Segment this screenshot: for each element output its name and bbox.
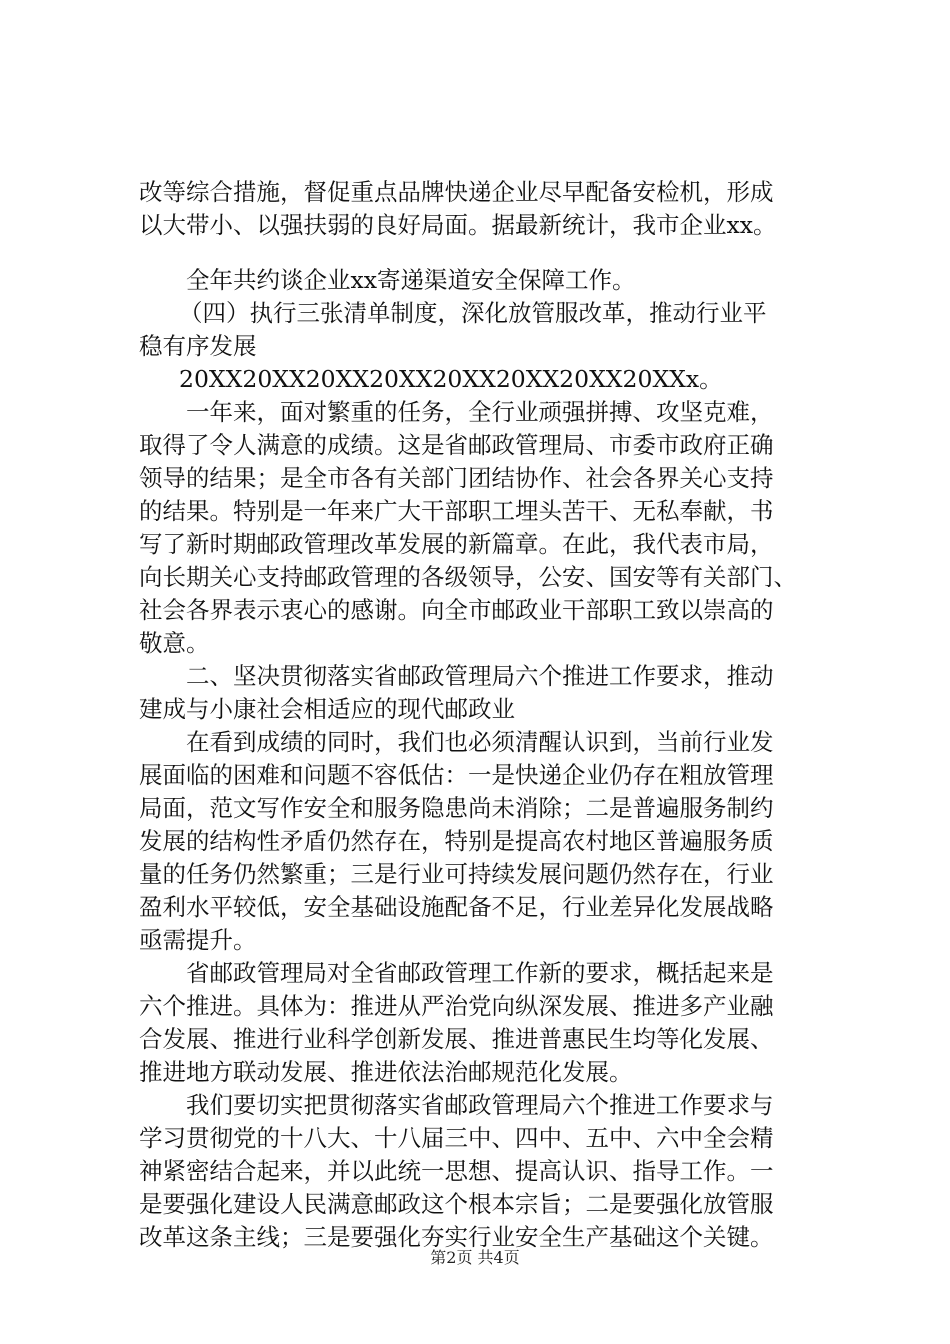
paragraph-gap (139, 242, 839, 264)
section-heading-line: （四）执行三张清单制度，深化放管服改革，推动行业平 (179, 299, 767, 327)
text-line: 一年来，面对繁重的任务，全行业顽强拼搏、攻坚克难， (186, 398, 774, 426)
page-footer (0, 1245, 950, 1268)
text-line: 神紧密结合起来，并以此统一思想、提高认识、指导工作。一 (139, 1157, 774, 1185)
section-heading-line: 稳有序发展 (139, 332, 257, 360)
text-line: 向长期关心支持邮政管理的各级领导，公安、国安等有关部门、 (139, 563, 797, 591)
text-line: 六个推进。具体为：推进从严治党向纵深发展、推进多产业融 (139, 992, 774, 1020)
text-line: 合发展、推进行业科学创新发展、推进普惠民生均等化发展、 (139, 1025, 774, 1053)
text-line: 局面，范文写作安全和服务隐患尚未消除；二是普遍服务制约 (139, 794, 774, 822)
text-line: 20XX20XX20XX20XX20XX20XX20XX20XXx。 (179, 365, 723, 393)
text-line: 改等综合措施，督促重点品牌快递企业尽早配备安检机，形成 (139, 178, 774, 206)
text-line: 是要强化建设人民满意邮政这个根本宗旨；二是要强化放管服 (139, 1190, 774, 1218)
text-line: 展面临的困难和问题不容低估：一是快递企业仍存在粗放管理 (139, 761, 774, 789)
text-line: 以大带小、以强扶弱的良好局面。据最新统计，我市企业xx。 (139, 211, 777, 239)
text-line: 敬意。 (139, 629, 210, 657)
text-line: 亟需提升。 (139, 926, 257, 954)
text-line: 全年共约谈企业xx寄递渠道安全保障工作。 (186, 266, 636, 294)
text-line: 的结果。特别是一年来广大干部职工埋头苦干、无私奉献，书 (139, 497, 774, 525)
section-heading-line: 建成与小康社会相适应的现代邮政业 (139, 695, 515, 723)
text-line: 领导的结果；是全市各有关部门团结协作、社会各界关心支持 (139, 464, 774, 492)
text-line: 在看到成绩的同时，我们也必须清醒认识到，当前行业发 (186, 728, 774, 756)
text-line: 发展的结构性矛盾仍然存在，特别是提高农村地区普遍服务质 (139, 827, 774, 855)
text-line: 量的任务仍然繁重；三是行业可持续发展问题仍然存在，行业 (139, 860, 774, 888)
text-line: 取得了令人满意的成绩。这是省邮政管理局、市委市政府正确 (139, 431, 774, 459)
text-line: 改革这条主线；三是要强化夯实行业安全生产基础这个关键。 (139, 1223, 774, 1251)
text-line: 学习贯彻党的十八大、十八届三中、四中、五中、六中全会精 (139, 1124, 774, 1152)
text-line: 推进地方联动发展、推进依法治邮规范化发展。 (139, 1058, 633, 1086)
text-line: 省邮政管理局对全省邮政管理工作新的要求，概括起来是 (186, 959, 774, 987)
text-line: 社会各界表示衷心的感谢。向全市邮政业干部职工致以崇高的 (139, 596, 774, 624)
text-line: 我们要切实把贯彻落实省邮政管理局六个推进工作要求与 (186, 1091, 774, 1119)
text-line: 写了新时期邮政管理改革发展的新篇章。在此，我代表市局， (139, 530, 774, 558)
text-line: 盈利水平较低，安全基础设施配备不足，行业差异化发展战略 (139, 893, 774, 921)
document-body (139, 176, 839, 1254)
section-heading-line: 二、坚决贯彻落实省邮政管理局六个推进工作要求，推动 (186, 662, 774, 690)
page-number: 第2页 共4页 (430, 1248, 520, 1267)
